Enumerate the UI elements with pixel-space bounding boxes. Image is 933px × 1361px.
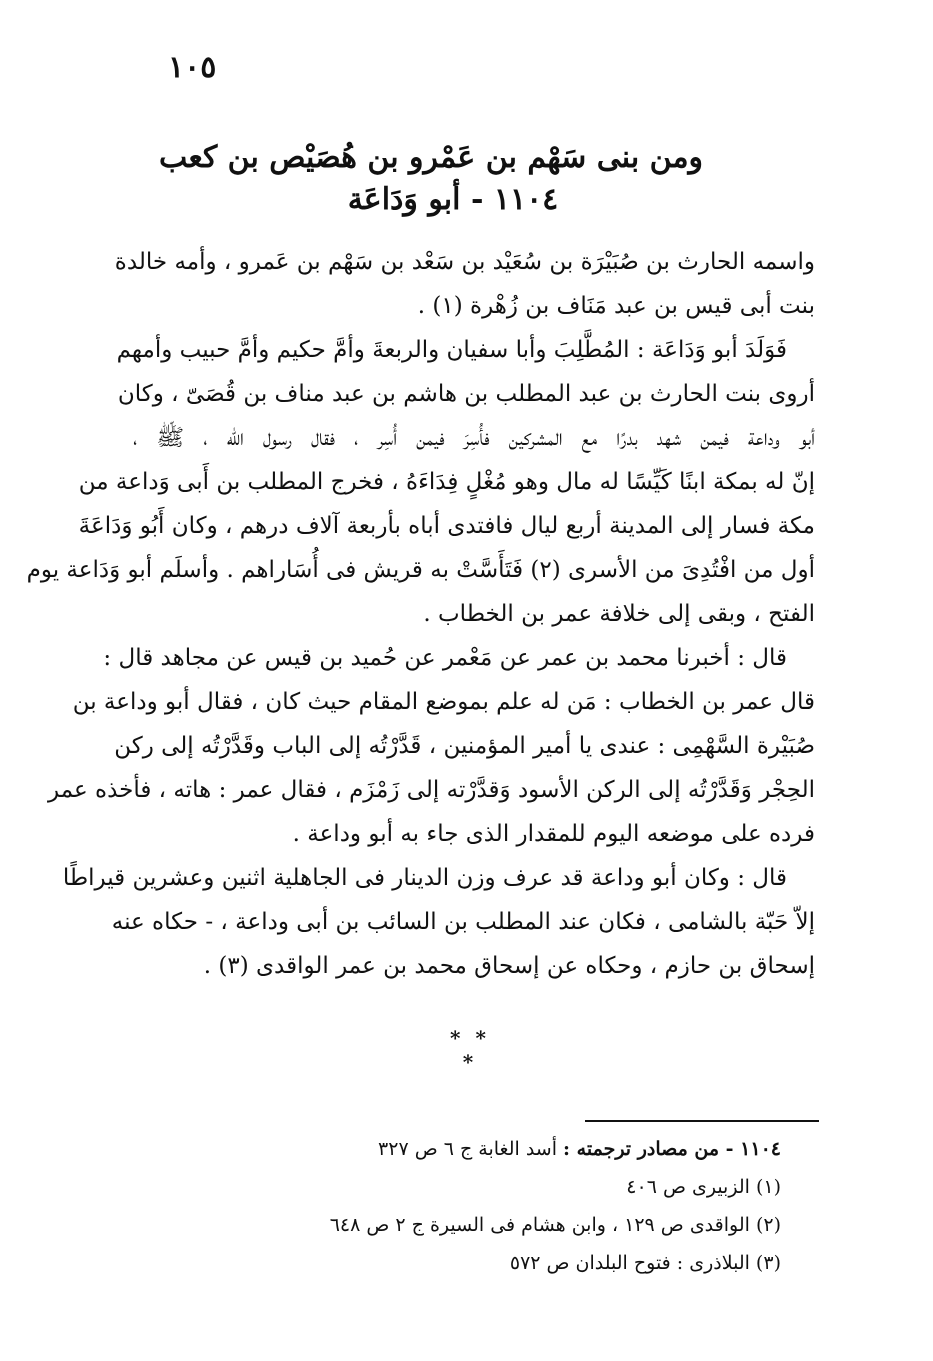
body-text [26, 240, 815, 988]
text-line: الحِجْر وَقَدَّرْتُه إلى الركن الأسود وَقدَّرْته إلى زَمْزَم ، فقال عمر : هاته ، فأخذه عمر [48, 777, 815, 803]
text-line: بنت أبى قيس بن عبد مَنَاف بن زُهْرة (١) . [417, 293, 815, 319]
text-line: مكة فسار إلى المدينة أربع ليال فافتدى أباه بأربعة آلاف درهم ، وكان أَبُو وَدَاعَةَ [78, 513, 815, 539]
text-line: الفتح ، وبقى إلى خلافة عمر بن الخطاب . [423, 601, 815, 627]
paragraph-2 [26, 328, 815, 636]
text-line: إسحاق بن حازم ، وحكاه عن إسحاق محمد بن عمر الواقدى (٣) . [203, 953, 815, 979]
section-separator: * * * [450, 1026, 490, 1074]
sources-line [330, 1130, 781, 1168]
text-line: صُبَيْرة السَّهْمِى : عندى يا أمير المؤمنين ، قَدَّرْتُه إلى الباب وقَدَّرْتُه إلى ركن [114, 733, 815, 759]
text-line: فَوَلَدَ أبو وَدَاعَة : المُطَّلِبَ وأبا سفيان والربعةَ وأمَّ حكيم وأمَّ حبيب وأمهم [116, 337, 787, 363]
entry-title: ١١٠٤ - أبو وَدَاعَة [347, 182, 559, 217]
text-line: قال عمر بن الخطاب : مَن له علم بموضع المقام حيث كان ، فقال أبو وداعة بن [72, 689, 815, 715]
text-line: قال : وكان أبو وداعة قد عرف وزن الدينار فى الجاهلية اثنين وعشرين قيراطًا [62, 865, 787, 891]
text-line: أبو وداعة فيمن شهد بدرًا مع المشركين فأُسِرَ فيمن أُسِر ، فقال رسول الله ، ﷺ ، [133, 425, 815, 451]
text-line: أروى بنت الحارث بن عبد المطلب بن هاشم بن عبد مناف بن قُصَىّ ، وكان [117, 381, 815, 407]
footnote-3: (٣) البلاذرى : فتوح البلدان ص ٥٧٢ [509, 1252, 781, 1274]
footnote-2: (٢) الواقدى ص ١٢٩ ، وابن هشام فى السيرة ج ٢ ص ٦٤٨ [329, 1214, 781, 1236]
footnote-1: (١) الزبيرى ص ٤٠٦ [626, 1176, 781, 1198]
text-line: فرده على موضعه اليوم للمقدار الذى جاء به أبو وداعة . [292, 821, 815, 847]
text-line: إنّ له بمكة ابنًا كَيِّسًا له مال وهو مُغْلٍ فِدَاءَهُ ، فخرج المطلب بن أَبى وَداعة من [78, 469, 815, 495]
text-line: واسمه الحارث بن صُبَيْرَة بن سُعَيْد بن سَعْد بن سَهْم بن عَمرو ، وأمه خالدة [114, 249, 815, 275]
paragraph-1 [114, 240, 815, 328]
footnote-rule [585, 1120, 819, 1122]
text-line: قال : أخبرنا محمد بن عمر عن مَعْمر عن حُميد بن قيس عن مجاهد قال : [103, 645, 787, 671]
text-line: إلاّ حَبّة بالشامى ، فكان عند المطلب بن السائب بن أبى وداعة ، - حكاه عنه [111, 909, 815, 935]
paragraph-4 [62, 856, 815, 988]
section-heading: ومن بنى سَهْم بن عَمْرو بن هُصَيْص بن كعب [159, 140, 703, 175]
sources-text: أسد الغابة ج ٦ ص ٣٢٧ [378, 1138, 557, 1160]
paragraph-3 [48, 636, 815, 856]
footnotes [330, 1130, 781, 1282]
sources-label: ١١٠٤ - من مصادر ترجمته : [563, 1138, 781, 1160]
page-number: ١٠٥ [168, 50, 217, 85]
text-line: أول من افْتُدِىَ من الأسرى (٢) فَتَأَسَّتْ به قريش فى أُسَاراهم . وأسلَم أبو وَدَاعة يوم [26, 557, 815, 583]
